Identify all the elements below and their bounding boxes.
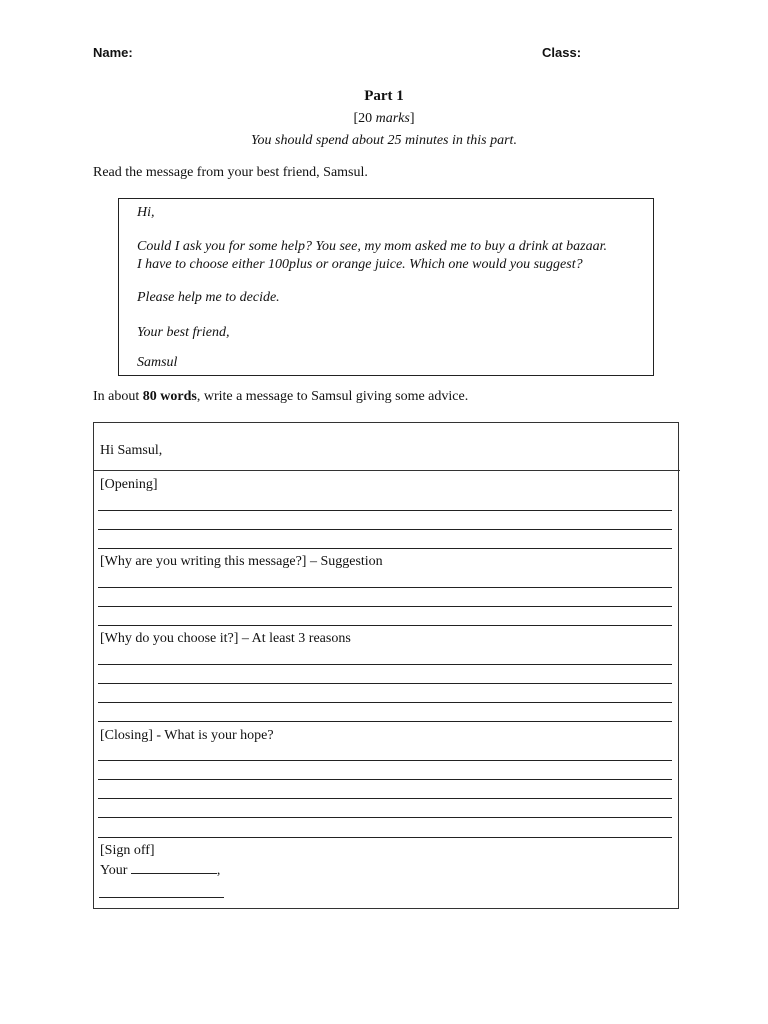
writing-line[interactable]: [98, 721, 672, 722]
message-line-3: Please help me to decide.: [137, 290, 280, 305]
marks-word: marks: [375, 111, 410, 126]
writing-line[interactable]: [98, 510, 672, 511]
writing-line[interactable]: [98, 817, 672, 818]
message-greeting: Hi,: [137, 205, 155, 220]
part-title: Part 1: [364, 88, 404, 104]
name-label: Name:: [93, 45, 133, 60]
suggestion-prompt: [Why are you writing this message?] – Suggestion: [100, 554, 383, 569]
writing-line[interactable]: [98, 837, 672, 838]
greeting-divider: [93, 470, 680, 471]
answer-box-bottom-border: [93, 908, 679, 909]
instruction-prefix: In about: [93, 389, 143, 404]
answer-box: [93, 422, 679, 909]
writing-line[interactable]: [98, 625, 672, 626]
writing-line[interactable]: [98, 587, 672, 588]
signoff-blank[interactable]: [131, 861, 217, 874]
writing-line[interactable]: [98, 664, 672, 665]
reasons-prompt: [Why do you choose it?] – At least 3 reasons: [100, 631, 351, 646]
name-writing-line[interactable]: [99, 897, 224, 898]
writing-line[interactable]: [98, 798, 672, 799]
opening-prompt: [Opening]: [100, 477, 158, 492]
signoff-prompt: [Sign off]: [100, 843, 155, 858]
message-line-2: I have to choose either 100plus or orange juice. Which one would you suggest?: [137, 257, 583, 272]
writing-line[interactable]: [98, 683, 672, 684]
marks-note: [0, 111, 768, 127]
signoff-comma: ,: [216, 863, 221, 878]
friend-message-box: [118, 198, 654, 376]
closing-prompt: [Closing] - What is your hope?: [100, 728, 274, 743]
marks-open: [20: [353, 111, 376, 126]
word-count: 80 words: [142, 389, 197, 404]
message-signature: Samsul: [137, 355, 178, 370]
instruction-write-message: [93, 389, 468, 405]
marks-close: ]: [409, 111, 415, 126]
writing-line[interactable]: [98, 606, 672, 607]
message-line-1: Could I ask you for some help? You see, my mom asked me to buy a drink at bazaar.: [137, 239, 607, 254]
signoff-your-line: [100, 861, 220, 879]
writing-line[interactable]: [98, 529, 672, 530]
instruction-read-message: Read the message from your best friend, Samsul.: [93, 165, 368, 180]
writing-line[interactable]: [98, 760, 672, 761]
class-label: Class:: [542, 45, 582, 60]
your-label: Your: [100, 863, 131, 878]
writing-line[interactable]: [98, 779, 672, 780]
instruction-suffix: , write a message to Samsul giving some advice.: [196, 389, 469, 404]
writing-line[interactable]: [98, 548, 672, 549]
answer-greeting: Hi Samsul,: [100, 443, 163, 458]
writing-line[interactable]: [98, 702, 672, 703]
message-closing: Your best friend,: [137, 325, 230, 340]
time-note: You should spend about 25 minutes in this part.: [251, 133, 517, 148]
